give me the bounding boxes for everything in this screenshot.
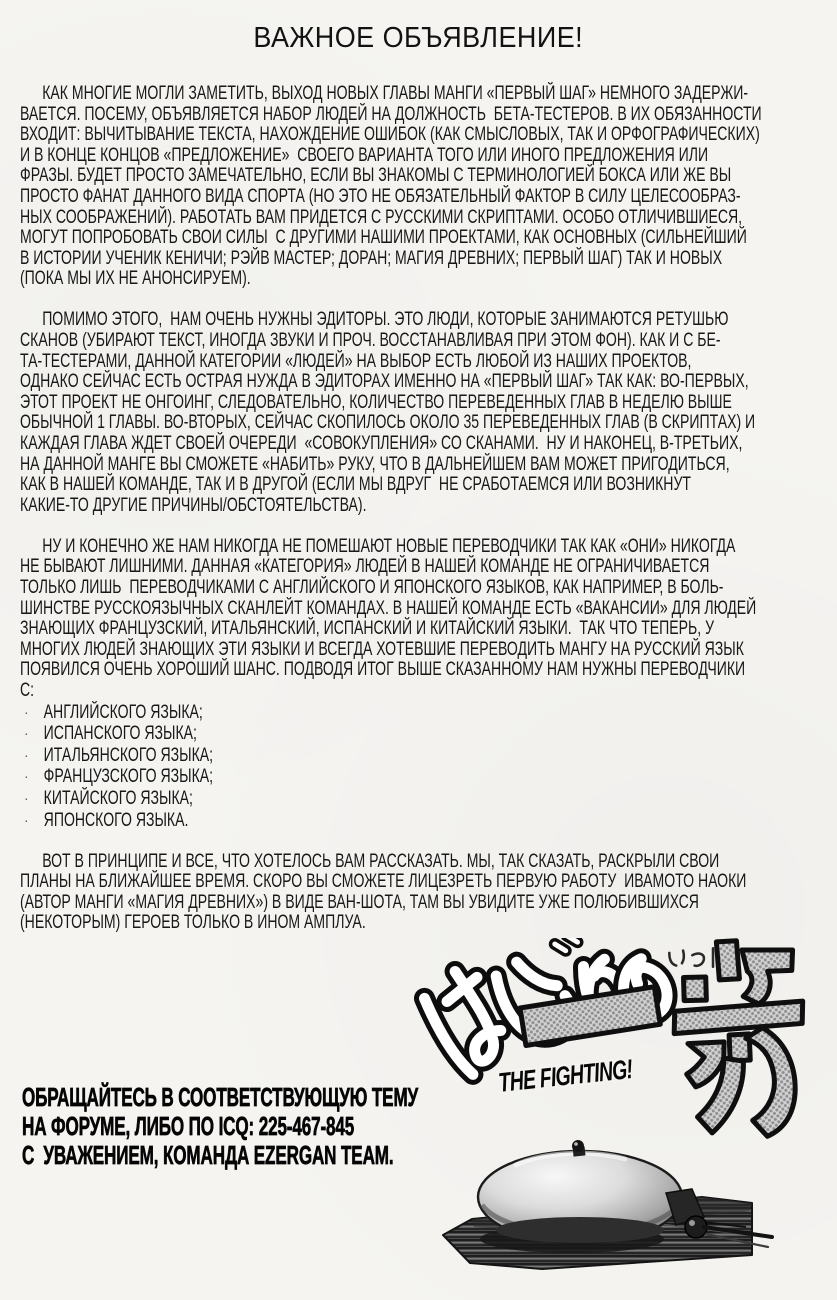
- text-line: КАК В НАШЕЙ КОМАНДЕ, ТАК И В ДРУГОЙ (ЕСЛИ МЫ ВДРУГ НЕ СРАБОТАЕМСЯ ИЛИ ВОЗНИКНУТ: [20, 474, 691, 496]
- text-line: (НЕКОТОРЫМ) ГЕРОЕВ ТОЛЬКО В ИНОМ АМПЛУА.: [20, 912, 366, 934]
- text-line: ВАЕТСЯ. ПОСЕМУ, ОБЪЯВЛЯЕТСЯ НАБОР ЛЮДЕЙ НА ДОЛЖНОСТЬ БЕТА-ТЕСТЕРОВ. В ИХ ОБЯЗАННОСТИ: [20, 103, 762, 125]
- text-line: ВОТ В ПРИНЦИПЕ И ВСЕ, ЧТО ХОТЕЛОСЬ ВАМ РАССКАЗАТЬ. МЫ, ТАК СКАЗАТЬ, РАСКРЫЛИ СВОИ: [42, 850, 720, 872]
- list-item-label: ЯПОНСКОГО ЯЗЫКА.: [43, 809, 189, 831]
- text-line: ТА-ТЕСТЕРАМИ, ДАННОЙ КАТЕГОРИИ «ЛЮДЕЙ» НА ВЫБОР ЕСТЬ ЛЮБОЙ ИЗ НАШИХ ПРОЕКТОВ,: [20, 350, 692, 372]
- announcement-title: ВАЖНОЕ ОБЪЯВЛЕНИЕ!: [253, 22, 584, 54]
- boxing-bell-illustration: [420, 1135, 810, 1300]
- text-line: ПОЯВИЛСЯ ОЧЕНЬ ХОРОШИЙ ШАНС. ПОДВОДЯ ИТОГ ВЫШЕ СКАЗАННОМУ НАМ НУЖНЫ ПЕРЕВОДЧИКИ: [20, 659, 746, 681]
- bullet-icon: ·: [24, 768, 28, 785]
- logo-kanji-ho: [661, 938, 823, 1148]
- text-line: ВХОДИТ: ВЫЧИТЫВАНИЕ ТЕКСТА, НАХОЖДЕНИЕ ОШИБОК (КАК СМЫСЛОВЫХ, ТАК И ОРФОГРАФИЧЕСКИХ): [20, 124, 760, 146]
- text-line: ФРАЗЫ. БУДЕТ ПРОСТО ЗАМЕЧАТЕЛЬНО, ЕСЛИ ВЫ ЗНАКОМЫ С ТЕРМИНОЛОГИЕЙ БОКСА ИЛИ ЖЕ ВЫ: [20, 165, 732, 187]
- bullet-icon: ·: [24, 725, 28, 742]
- bell-knob: [572, 1140, 585, 1157]
- language-list-item: [20, 723, 616, 745]
- language-list-item: [20, 745, 616, 767]
- text-line: С:: [20, 680, 35, 702]
- text-line: ОДНАКО СЕЙЧАС ЕСТЬ ОСТРАЯ НУЖДА В ЭДИТОРАХ ИМЕННО НА «ПЕРВЫЙ ШАГ» ТАК КАК: ВО-ПЕРВЫХ,: [20, 371, 749, 393]
- text-line: ОБРАЩАЙТЕСЬ В СООТВЕТСТВУЮЩУЮ ТЕМУ: [22, 1084, 419, 1112]
- text-line: НЕ БЫВАЮТ ЛИШНИМИ. ДАННАЯ «КАТЕГОРИЯ» ЛЮДЕЙ В НАШЕЙ КОМАНДЕ НЕ ОГРАНИЧИВАЕТСЯ: [20, 556, 710, 578]
- text-line: ЗНАЮЩИХ ФРАНЦУЗСКИЙ, ИТАЛЬЯНСКИЙ, ИСПАНСКИЙ И КИТАЙСКИЙ ЯЗЫКИ. ТАК ЧТО ТЕПЕРЬ, У: [20, 618, 715, 640]
- language-list-item: [20, 810, 616, 832]
- text-line: НЫХ СООБРАЖЕНИЙ). РАБОТАТЬ ВАМ ПРИДЕТСЯ С РУССКИМИ СКРИПТАМИ. ОСОБО ОТЛИЧИВШИЕСЯ,: [20, 206, 743, 228]
- paragraph-closing: [20, 852, 825, 934]
- list-item-label: АНГЛИЙСКОГО ЯЗЫКА;: [43, 701, 203, 723]
- text-line: НА ДАННОЙ МАНГЕ ВЫ СМОЖЕТЕ «НАБИТЬ» РУКУ, ЧТО В ДАЛЬНЕЙШЕМ ВАМ МОЖЕТ ПРИГОДИТЬСЯ,: [20, 453, 730, 475]
- text-line: СКАНОВ (УБИРАЮТ ТЕКСТ, ИНОГДА ЗВУКИ И ПРОЧ. ВОССТАНАВЛИВАЯ ПРИ ЭТОМ ФОН). КАК И С БЕ-: [20, 330, 721, 352]
- languages-list: [20, 702, 825, 832]
- text-line: КАКИЕ-ТО ДРУГИЕ ПРИЧИНЫ/ОБСТОЯТЕЛЬСТВА).: [20, 494, 367, 516]
- text-line: ПЛАНЫ НА БЛИЖАЙШЕЕ ВРЕМЯ. СКОРО ВЫ СМОЖЕТЕ ЛИЦЕЗРЕТЬ ПЕРВУЮ РАБОТУ ИВАМОТО НАОКИ: [20, 871, 747, 893]
- text-line: С УВАЖЕНИЕМ, КОМАНДА EZERGAN TEAM.: [22, 1142, 394, 1170]
- text-line: ЭТОТ ПРОЕКТ НЕ ОНГОИНГ, СЛЕДОВАТЕЛЬНО, КОЛИЧЕСТВО ПЕРЕВЕДЕННЫХ ГЛАВ В НЕДЕЛЮ ВЫШЕ: [20, 391, 732, 413]
- announcement-body: [20, 84, 825, 955]
- language-list-item: [20, 788, 616, 810]
- list-item-label: ФРАНЦУЗСКОГО ЯЗЫКА;: [43, 766, 214, 788]
- page-title: [0, 22, 837, 55]
- text-line: МНОГИХ ЛЮДЕЙ ЗНАЮЩИХ ЭТИ ЯЗЫКИ И ВСЕГДА ХОТЕВШИЕ ПЕРЕВОДИТЬ МАНГУ НА РУССКИЙ ЯЗЫК: [20, 638, 744, 660]
- text-line: (ПОКА МЫ ИХ НЕ АНОНСИРУЕМ).: [20, 268, 251, 290]
- logo-subtitle-text: THE FIGHTING!: [496, 1053, 634, 1098]
- list-item-label: КИТАЙСКОГО ЯЗЫКА;: [43, 788, 193, 809]
- text-line: НУ И КОНЕЧНО ЖЕ НАМ НИКОГДА НЕ ПОМЕШАЮТ НОВЫЕ ПЕРЕВОДЧИКИ ТАК КАК «ОНИ» НИКОГДА: [42, 535, 736, 557]
- text-line: ТОЛЬКО ЛИШЬ ПЕРЕВОДЧИКАМИ С АНГЛИЙСКОГО И ЯПОНСКОГО ЯЗЫКОВ, КАК НАПРИМЕР, В БОЛЬ-: [20, 577, 724, 599]
- text-line: ШИНСТВЕ РУССКОЯЗЫЧНЫХ СКАНЛЕЙТ КОМАНДАХ. В НАШЕЙ КОМАНДЕ ЕСТЬ «ВАКАНСИИ» ДЛЯ ЛЮДЕЙ: [20, 597, 757, 619]
- text-line: НА ФОРУМЕ, ЛИБО ПО ICQ: 225-467-845: [22, 1113, 355, 1141]
- logo-kanji-ichi: [520, 987, 660, 1046]
- bullet-icon: ·: [24, 811, 28, 828]
- paragraph-translators: [20, 537, 825, 702]
- logo-subtitle: [497, 1054, 634, 1098]
- paragraph-beta-testers: [20, 84, 825, 290]
- bell-dome: [478, 1151, 682, 1243]
- language-list-item: [20, 766, 616, 788]
- text-line: ПОМИМО ЭТОГО, НАМ ОЧЕНЬ НУЖНЫ ЭДИТОРЫ. ЭТО ЛЮДИ, КОТОРЫЕ ЗАНИМАЮТСЯ РЕТУШЬЮ: [42, 309, 729, 331]
- text-line: ОБЫЧНОЙ 1 ГЛАВЫ. ВО-ВТОРЫХ, СЕЙЧАС СКОПИЛОСЬ ОКОЛО 35 ПЕРЕВЕДЕННЫХ ГЛАВ (В СКРИПТАХ) И: [20, 412, 756, 434]
- text-line: (АВТОР МАНГИ «МАГИЯ ДРЕВНИХ») В ВИДЕ ВАН-ШОТА, ТАМ ВЫ УВИДИТЕ УЖЕ ПОЛЮБИВШИХСЯ: [20, 891, 699, 913]
- text-line: КАЖДАЯ ГЛАВА ЖДЕТ СВОЕЙ ОЧЕРЕДИ «СОВОКУПЛЕНИЯ» СО СКАНАМИ. НУ И НАКОНЕЦ, В-ТРЕТЬИХ,: [20, 433, 743, 454]
- text-line: МОГУТ ПОПРОБОВАТЬ СВОИ СИЛЫ С ДРУГИМИ НАШИМИ ПРОЕКТАМИ, КАК ОСНОВНЫХ (СИЛЬНЕЙШИЙ: [20, 227, 747, 249]
- text-line: В ИСТОРИИ УЧЕНИК КЕНИЧИ; РЭЙВ МАСТЕР; ДОРАН; МАГИЯ ДРЕВНИХ; ПЕРВЫЙ ШАГ) ТАК И НОВЫХ: [20, 247, 723, 269]
- list-item-label: ИСПАНСКОГО ЯЗЫКА;: [43, 723, 197, 745]
- language-list-item: [20, 702, 616, 724]
- text-line: ПРОСТО ФАНАТ ДАННОГО ВИДА СПОРТА (НО ЭТО НЕ ОБЯЗАТЕЛЬНЫЙ ФАКТОР В СИЛУ ЦЕЛЕСООБРАЗ-: [20, 185, 741, 207]
- text-line: И В КОНЦЕ КОНЦОВ «ПРЕДЛОЖЕНИЕ» СВОЕГО ВАРИАНТА ТОГО ИЛИ ИНОГО ПРЕДЛОЖЕНИЯ ИЛИ: [20, 144, 709, 166]
- bullet-icon: ·: [24, 746, 28, 763]
- paragraph-editors: [20, 310, 825, 516]
- bullet-icon: ·: [24, 703, 28, 720]
- list-item-label: ИТАЛЬЯНСКОГО ЯЗЫКА;: [43, 744, 214, 766]
- bullet-icon: ·: [24, 790, 28, 806]
- text-line: КАК МНОГИЕ МОГЛИ ЗАМЕТИТЬ, ВЫХОД НОВЫХ ГЛАВЫ МАНГИ «ПЕРВЫЙ ШАГ» НЕМНОГО ЗАДЕРЖИ-: [42, 83, 749, 104]
